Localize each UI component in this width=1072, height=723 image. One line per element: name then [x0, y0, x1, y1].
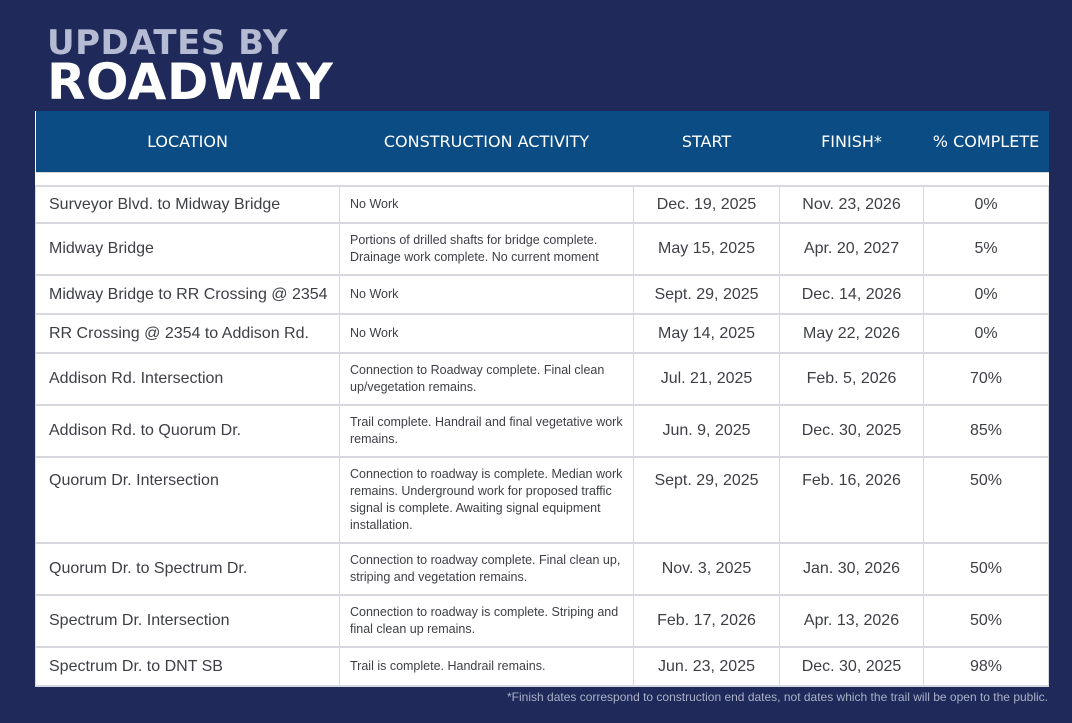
title-line-2: ROADWAY	[47, 53, 334, 111]
location-cell: Quorum Dr. to Spectrum Dr.	[36, 543, 340, 595]
finish-cell: Dec. 30, 2025	[780, 405, 924, 457]
finish-cell: May 22, 2026	[780, 314, 924, 353]
finish-cell: Nov. 23, 2026	[780, 186, 924, 223]
finish-cell: Apr. 20, 2027	[780, 223, 924, 275]
location-cell: Spectrum Dr. to DNT SB	[36, 647, 340, 686]
table-row	[36, 595, 1049, 647]
roadway-updates-table	[35, 111, 1048, 687]
spacer-cell	[36, 173, 1049, 187]
finish-cell: Dec. 14, 2026	[780, 275, 924, 314]
title-line-1: UPDATES BY	[47, 23, 288, 63]
page-title	[47, 23, 334, 111]
table-row	[36, 353, 1049, 405]
start-cell: Sept. 29, 2025	[634, 457, 780, 543]
activity-cell: No Work	[340, 186, 634, 223]
start-cell: Dec. 19, 2025	[634, 186, 780, 223]
start-cell: Feb. 17, 2026	[634, 595, 780, 647]
start-cell: Jul. 21, 2025	[634, 353, 780, 405]
header-finish: FINISH*	[780, 111, 924, 173]
complete-cell: 70%	[924, 353, 1049, 405]
activity-cell: Connection to roadway is complete. Median work remains. Underground work for proposed traffic signal is complete. Awaiting signal equipment installation.	[340, 457, 634, 543]
activity-cell: Trail complete. Handrail and final vegetative work remains.	[340, 405, 634, 457]
table-row	[36, 457, 1049, 543]
complete-cell: 0%	[924, 275, 1049, 314]
location-cell: Midway Bridge	[36, 223, 340, 275]
table-row	[36, 275, 1049, 314]
complete-cell: 50%	[924, 595, 1049, 647]
start-cell: Jun. 9, 2025	[634, 405, 780, 457]
table-row	[36, 186, 1049, 223]
complete-cell: 0%	[924, 314, 1049, 353]
activity-cell: No Work	[340, 314, 634, 353]
location-cell: RR Crossing @ 2354 to Addison Rd.	[36, 314, 340, 353]
start-cell: Sept. 29, 2025	[634, 275, 780, 314]
complete-cell: 85%	[924, 405, 1049, 457]
location-cell: Surveyor Blvd. to Midway Bridge	[36, 186, 340, 223]
activity-cell: No Work	[340, 275, 634, 314]
complete-cell: 50%	[924, 457, 1049, 543]
header-construction-activity: CONSTRUCTION ACTIVITY	[340, 111, 634, 173]
table-row	[36, 405, 1049, 457]
finish-cell: Feb. 5, 2026	[780, 353, 924, 405]
location-cell: Addison Rd. Intersection	[36, 353, 340, 405]
header-spacer	[36, 173, 1049, 187]
finish-cell: Apr. 13, 2026	[780, 595, 924, 647]
start-cell: Nov. 3, 2025	[634, 543, 780, 595]
table-row	[36, 543, 1049, 595]
location-cell: Addison Rd. to Quorum Dr.	[36, 405, 340, 457]
location-cell: Quorum Dr. Intersection	[36, 457, 340, 543]
table-row	[36, 314, 1049, 353]
complete-cell: 0%	[924, 186, 1049, 223]
start-cell: May 15, 2025	[634, 223, 780, 275]
table-header-row	[36, 111, 1049, 173]
header-location: LOCATION	[36, 111, 340, 173]
header-start: START	[634, 111, 780, 173]
table-row	[36, 647, 1049, 686]
activity-cell: Connection to roadway complete. Final clean up, striping and vegetation remains.	[340, 543, 634, 595]
activity-cell: Trail is complete. Handrail remains.	[340, 647, 634, 686]
start-cell: Jun. 23, 2025	[634, 647, 780, 686]
complete-cell: 50%	[924, 543, 1049, 595]
footnote: *Finish dates correspond to construction end dates, not dates which the trail will be open to the public.	[507, 690, 1048, 704]
finish-cell: Jan. 30, 2026	[780, 543, 924, 595]
header-percent-complete: % COMPLETE	[924, 111, 1049, 173]
finish-cell: Feb. 16, 2026	[780, 457, 924, 543]
complete-cell: 5%	[924, 223, 1049, 275]
location-cell: Spectrum Dr. Intersection	[36, 595, 340, 647]
start-cell: May 14, 2025	[634, 314, 780, 353]
complete-cell: 98%	[924, 647, 1049, 686]
activity-cell: Connection to roadway is complete. Striping and final clean up remains.	[340, 595, 634, 647]
activity-cell: Portions of drilled shafts for bridge complete. Drainage work complete. No current moment	[340, 223, 634, 275]
table-row	[36, 223, 1049, 275]
finish-cell: Dec. 30, 2025	[780, 647, 924, 686]
activity-cell: Connection to Roadway complete. Final clean up/vegetation remains.	[340, 353, 634, 405]
location-cell: Midway Bridge to RR Crossing @ 2354	[36, 275, 340, 314]
